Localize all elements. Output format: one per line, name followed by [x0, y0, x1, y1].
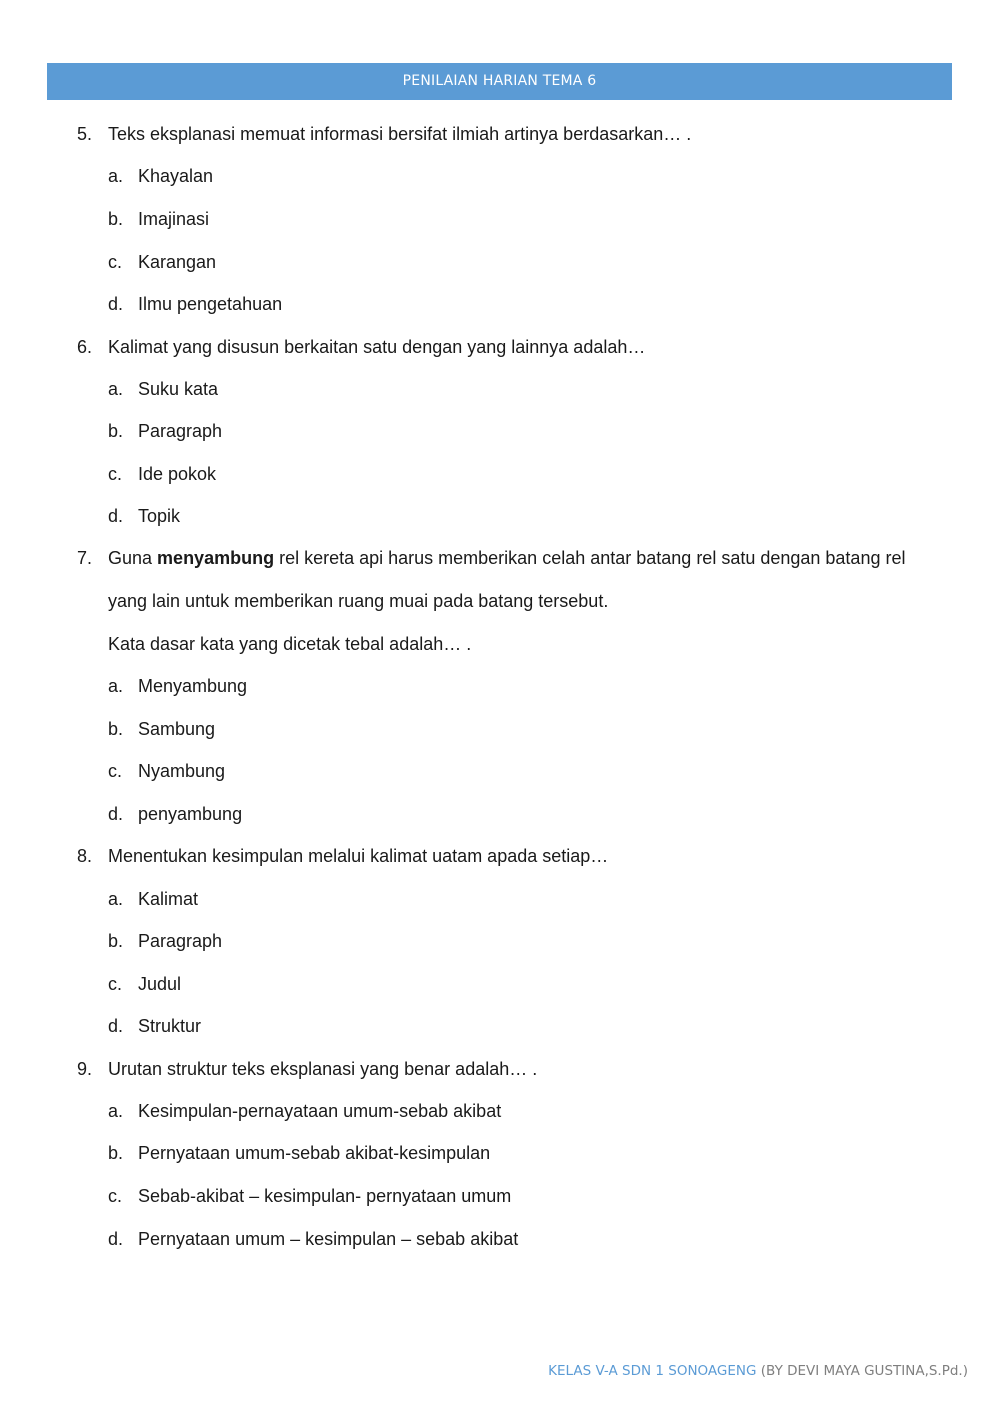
question-text-end: rel kereta api harus memberikan celah antar batang rel satu dengan batang rel: [274, 548, 906, 568]
option-letter: d.: [108, 506, 124, 526]
option-letter: d.: [108, 1016, 124, 1036]
question-text: Menentukan kesimpulan melalui kalimat uatam apada setiap…: [108, 846, 609, 866]
option-text: Pernyataan umum – kesimpulan – sebab akibat: [138, 1229, 519, 1249]
question-text: Urutan struktur teks eksplanasi yang benar adalah… .: [108, 1059, 538, 1079]
option-letter: b.: [108, 719, 124, 739]
option-text: Menyambung: [138, 676, 248, 696]
option-text: Judul: [138, 974, 182, 994]
option-text: Pernyataan umum-sebab akibat-kesimpulan: [138, 1143, 491, 1163]
page-title: PENILAIAN HARIAN TEMA 6: [402, 73, 597, 89]
option-letter: a.: [108, 379, 124, 399]
option-text: Kesimpulan-pernayataan umum-sebab akibat: [138, 1101, 502, 1121]
option-letter: a.: [108, 676, 124, 696]
option-letter: d.: [108, 1229, 124, 1249]
footer-class-name: KELAS V-A SDN 1 SONOAGENG: [548, 1363, 757, 1379]
question-text: [108, 547, 905, 569]
option-text: Nyambung: [138, 761, 226, 781]
question-prompt: Kata dasar kata yang dicetak tebal adalah… .: [108, 634, 472, 654]
option-letter: b.: [108, 209, 124, 229]
option-text: Paragraph: [138, 421, 223, 441]
option-letter: a.: [108, 1101, 124, 1121]
option-text: Ide pokok: [138, 464, 217, 484]
option-text: Sambung: [138, 719, 216, 739]
question-number: 9.: [77, 1059, 93, 1079]
option-text: Khayalan: [138, 166, 214, 186]
option-text: Kalimat: [138, 889, 199, 909]
option-letter: c.: [108, 761, 123, 781]
option-text: Ilmu pengetahuan: [138, 294, 283, 314]
option-letter: b.: [108, 421, 124, 441]
option-letter: b.: [108, 931, 124, 951]
option-letter: c.: [108, 1186, 123, 1206]
question-text-start: Guna: [108, 548, 158, 568]
option-letter: a.: [108, 166, 124, 186]
option-letter: b.: [108, 1143, 124, 1163]
option-letter: a.: [108, 889, 124, 909]
question-number: 5.: [77, 124, 93, 144]
option-text: Topik: [138, 506, 181, 526]
option-letter: d.: [108, 804, 124, 824]
question-number: 8.: [77, 846, 93, 866]
page-header-bar: [47, 63, 952, 100]
option-text: Suku kata: [138, 379, 219, 399]
question-number: 6.: [77, 337, 93, 357]
option-text: penyambung: [138, 804, 243, 824]
footer-author: (BY DEVI MAYA GUSTINA,S.Pd.): [756, 1363, 968, 1379]
option-letter: c.: [108, 974, 123, 994]
page-footer: [548, 1363, 968, 1379]
option-text: Paragraph: [138, 931, 223, 951]
bold-keyword: menyambung: [157, 548, 275, 568]
option-letter: c.: [108, 252, 123, 272]
question-text: Kalimat yang disusun berkaitan satu dengan yang lainnya adalah…: [108, 337, 646, 357]
option-text: Sebab-akibat – kesimpulan- pernyataan umum: [138, 1186, 512, 1206]
question-number: 7.: [77, 548, 93, 568]
option-text: Karangan: [138, 252, 217, 272]
option-letter: d.: [108, 294, 124, 314]
question-text: Teks eksplanasi memuat informasi bersifat ilmiah artinya berdasarkan… .: [108, 124, 692, 144]
option-text: Struktur: [138, 1016, 202, 1036]
option-text: Imajinasi: [138, 209, 210, 229]
option-letter: c.: [108, 464, 123, 484]
question-text-line-2: yang lain untuk memberikan ruang muai pada batang tersebut.: [108, 591, 609, 611]
